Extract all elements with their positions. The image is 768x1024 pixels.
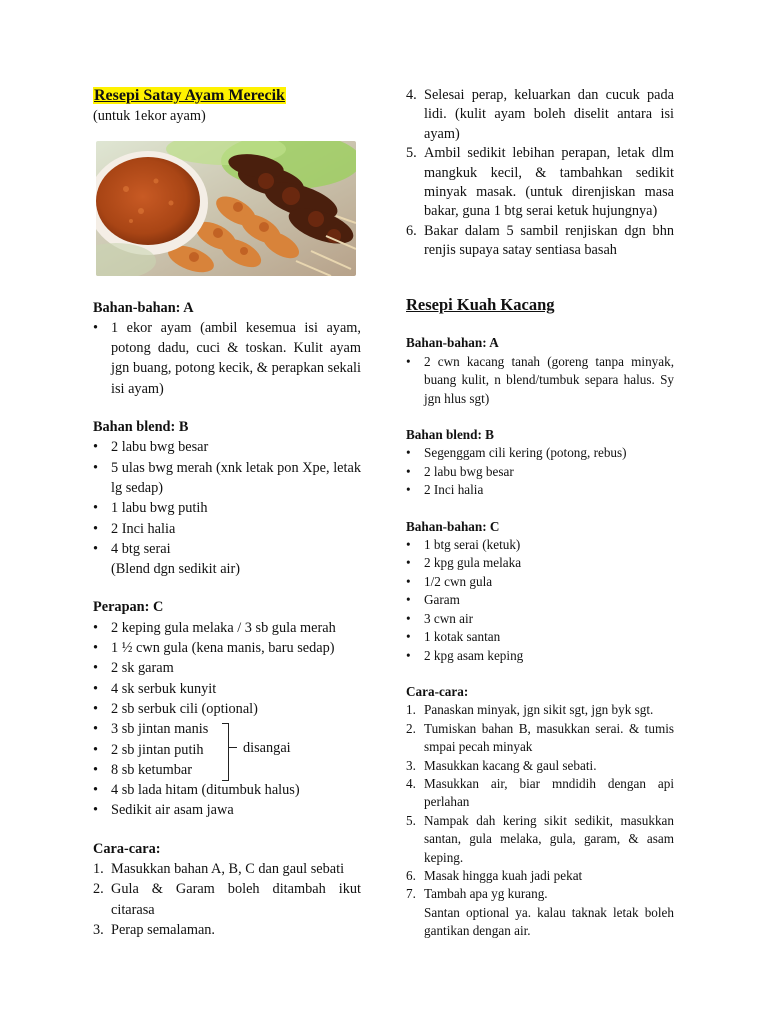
- group-bracket: [222, 723, 229, 781]
- list-item: • Garam: [406, 591, 674, 609]
- list-item: • 4 btg serai: [93, 539, 361, 559]
- list-item: • 1/2 cwn gula: [406, 573, 674, 591]
- list-item: 4. Selesai perap, keluarkan dan cucuk pada lidi. (kulit ayam boleh diselit antara isi ayam): [406, 87, 674, 142]
- list-item: 5. Ambil sedikit lebihan perapan, letak dlm mangkuk kecil, & tambahkan sedikit minyak masak. (untuk direnjiskan masa bakar, guna 1 btg serai ketuk hujungnya): [406, 145, 674, 220]
- list-item: 2. Tumiskan bahan B, masukkan serai. & tumis smpai pecah minyak: [406, 720, 674, 755]
- list-item: • 2 sb jintan putih: [93, 740, 361, 760]
- list-item: • 2 labu bwg besar: [406, 463, 674, 481]
- list-item: • 4 sk serbuk kunyit: [93, 679, 361, 699]
- kuah-recipe-column: [406, 296, 674, 941]
- kuah-cara-list: [406, 701, 674, 903]
- satay-blend-note: (Blend dgn sedikit air): [111, 561, 241, 578]
- list-item: • 2 kpg gula melaka: [406, 554, 674, 572]
- list-item: • 2 Inci halia: [93, 519, 361, 539]
- satay-recipe-title: Resepi Satay Ayam Merecik: [94, 87, 285, 104]
- list-item: • 5 ulas bwg merah (xnk letak pon Xpe, letak lg sedap): [93, 458, 361, 499]
- list-item: • 2 cwn kacang tanah (goreng tanpa minyak, buang kulit, n blend/tumbuk separa halus. Sy jgn hlus sgt): [406, 353, 674, 408]
- satay-perapan-heading: Perapan: C: [93, 599, 164, 616]
- list-item: • 2 sk garam: [93, 658, 361, 678]
- list-item: • 2 keping gula melaka / 3 sb gula merah: [93, 618, 361, 638]
- satay-cara-list-continued: [406, 86, 674, 261]
- right-column: [406, 86, 674, 261]
- kuah-bahan-a-list: [406, 353, 674, 408]
- list-item: • 1 ekor ayam (ambil kesemua isi ayam, potong dadu, cuci & toskan. Kulit ayam jgn buang, potong kecik, & perapkan sekali isi ayam): [93, 318, 361, 399]
- satay-perapan-list-continued: [93, 780, 361, 821]
- list-item: • 1 ½ cwn gula (kena manis, baru sedap): [93, 638, 361, 658]
- list-item: 5. Nampak dah kering sikit sedikit, masukkan santan, gula melaka, gula, garam, & asam keping.: [406, 812, 674, 865]
- list-item: • 1 labu bwg putih: [93, 498, 361, 518]
- satay-perapan-list: [93, 618, 361, 719]
- list-item: • 1 kotak santan: [406, 628, 674, 646]
- kuah-recipe-title: Resepi Kuah Kacang: [406, 295, 555, 314]
- kuah-bahan-a-heading: Bahan-bahan: A: [406, 335, 499, 351]
- list-item: • 3 sb jintan manis: [93, 719, 361, 739]
- list-item: 4. Masukkan air, biar mndidih dengan api perlahan: [406, 775, 674, 810]
- list-item: • 2 kpg asam keping: [406, 647, 674, 665]
- list-item: • 3 cwn air: [406, 610, 674, 628]
- satay-bahan-a-list: [93, 318, 361, 399]
- kuah-cara-heading: Cara-cara:: [406, 683, 469, 699]
- group-bracket-dash: [229, 747, 237, 748]
- satay-recipe-column: [93, 86, 361, 940]
- kuah-bahan-c-list: [406, 536, 674, 665]
- kuah-bahan-b-heading: Bahan blend: B: [406, 427, 494, 443]
- list-item: • 2 Inci halia: [406, 481, 674, 499]
- list-item: 6. Masak hingga kuah jadi pekat: [406, 867, 583, 883]
- list-item: 7. Tambah apa yg kurang.: [406, 886, 548, 902]
- satay-cara-list: [93, 859, 361, 940]
- kuah-santan-note: Santan optional ya. kalau taknak letak boleh gantikan dengan air.: [424, 904, 674, 939]
- satay-recipe-subtitle: (untuk 1ekor ayam): [93, 108, 206, 125]
- list-item: • 4 sb lada hitam (ditumbuk halus): [93, 780, 361, 800]
- list-item: 1. Masukkan bahan A, B, C dan gaul sebati: [93, 861, 345, 878]
- list-item: • 1 btg serai (ketuk): [406, 536, 674, 554]
- list-item: 6. Bakar dalam 5 sambil renjiskan dgn bhn renjis supaya satay sentiasa basah: [406, 222, 674, 259]
- satay-bahan-b-list: [93, 437, 361, 559]
- kuah-bahan-b-list: [406, 444, 674, 499]
- kuah-bahan-c-heading: Bahan-bahan: C: [406, 518, 500, 534]
- list-item: • 8 sb ketumbar: [93, 760, 361, 780]
- list-item: 3. Masukkan kacang & gaul sebati.: [406, 757, 597, 773]
- list-item: 3. Perap semalaman.: [93, 921, 216, 938]
- list-item: • 2 labu bwg besar: [93, 437, 361, 457]
- satay-bahan-a-heading: Bahan-bahan: A: [93, 299, 194, 316]
- list-item: 2. Gula & Garam boleh ditambah ikut citarasa: [93, 881, 361, 918]
- satay-cara-heading: Cara-cara:: [93, 840, 161, 857]
- satay-bahan-b-heading: Bahan blend: B: [93, 419, 189, 436]
- satay-photo: [96, 141, 356, 276]
- list-item: 1. Panaskan minyak, jgn sikit sgt, jgn byk sgt.: [406, 702, 654, 718]
- disangai-note: disangai: [243, 740, 291, 757]
- list-item: • Sedikit air asam jawa: [93, 800, 361, 820]
- list-item: • Segenggam cili kering (potong, rebus): [406, 444, 674, 462]
- list-item: • 2 sb serbuk cili (optional): [93, 699, 361, 719]
- spice-group: [93, 719, 361, 780]
